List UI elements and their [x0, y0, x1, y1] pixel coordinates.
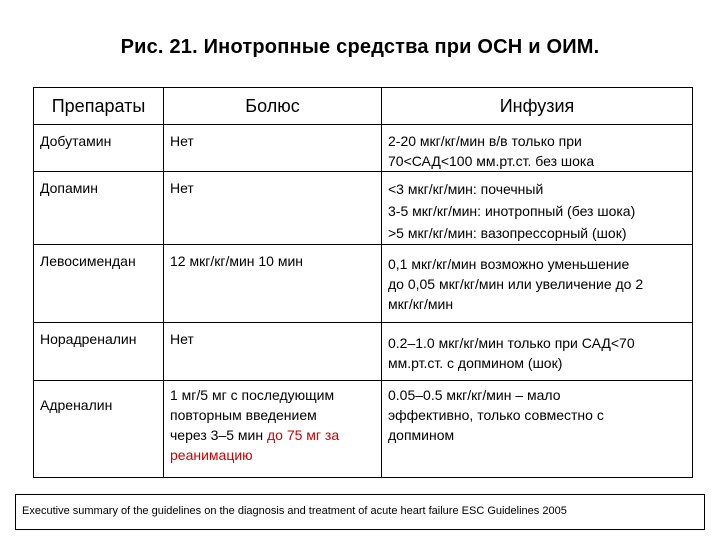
bolus-line: повторным введением — [170, 407, 317, 423]
drug-name: Адреналин — [34, 381, 164, 478]
bolus-line: 1 мг/5 мг с последующим — [170, 387, 335, 403]
bolus-cell: Нет — [164, 323, 382, 381]
bolus-line: через 3–5 мин до 75 мг за — [170, 427, 340, 443]
bolus-cell — [164, 381, 382, 478]
infusion-line: >5 мкг/кг/мин: вазопрессорный (шок) — [388, 225, 627, 241]
infusion-line: 0.2–1.0 мкг/кг/мин только при САД<70 — [388, 335, 635, 351]
page-title: Рис. 21. Инотропные средства при ОСН и ОИМ. — [120, 36, 600, 58]
infusion-cell — [382, 172, 693, 245]
header-drugs: Препараты — [34, 88, 164, 125]
infusion-line: 0.05–0.5 мкг/кг/мин – мало — [388, 387, 561, 403]
bolus-cell: 12 мкг/кг/мин 10 мин — [164, 245, 382, 323]
infusion-line: 3-5 мкг/кг/мин: инотропный (без шока) — [388, 203, 636, 219]
table-row — [34, 381, 693, 478]
infusion-line: мкг/кг/мин — [388, 296, 454, 312]
infusion-line: 2-20 мкг/кг/мин в/в только при — [388, 133, 582, 149]
infusion-cell — [382, 125, 693, 172]
source-footnote: Executive summary of the guidelines on the diagnosis and treatment of acute heart failure ESC Guidelines 2005 — [15, 494, 705, 530]
table-row — [34, 245, 693, 323]
header-bolus: Болюс — [164, 88, 382, 125]
table-header-row — [34, 88, 693, 125]
infusion-line: допмином — [388, 427, 455, 443]
drug-name: Норадреналин — [34, 323, 164, 381]
drug-name: Допамин — [34, 172, 164, 245]
infusion-line: до 0,05 мкг/кг/мин или увеличение до 2 — [388, 276, 644, 292]
infusion-line: эффективно, только совместно с — [388, 407, 604, 423]
infusion-line: 0,1 мкг/кг/мин возможно уменьшение — [388, 256, 630, 272]
inotropes-table — [33, 87, 693, 478]
table-row — [34, 125, 693, 172]
drug-name: Левосимендан — [34, 245, 164, 323]
infusion-cell — [382, 245, 693, 323]
infusion-cell — [382, 323, 693, 381]
bolus-cell: Нет — [164, 172, 382, 245]
drug-name: Добутамин — [34, 125, 164, 172]
table-row — [34, 323, 693, 381]
infusion-line: мм.рт.ст. с допмином (шок) — [388, 355, 563, 371]
bolus-cell: Нет — [164, 125, 382, 172]
infusion-line: <3 мкг/кг/мин: почечный — [388, 181, 544, 197]
bolus-line: реанимацию — [170, 447, 253, 463]
infusion-line: 70<САД<100 мм.рт.ст. без шока — [388, 153, 595, 169]
infusion-cell — [382, 381, 693, 478]
header-infusion: Инфузия — [382, 88, 693, 125]
table-row — [34, 172, 693, 245]
